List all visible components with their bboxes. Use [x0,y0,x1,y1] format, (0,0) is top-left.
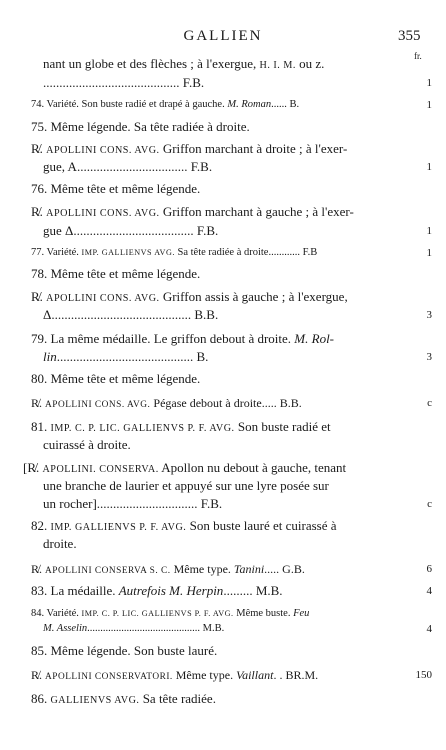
price-value: 3 [426,309,432,321]
price-value: 150 [415,669,432,681]
entry-text [31,118,250,136]
entry-text [31,265,200,283]
entry-line [0,418,446,436]
entry-continuation: Griffon marchant à droite ; à l'exer- [159,141,348,156]
entry-line [0,140,446,158]
coin-legend: APOLLINI CONS. AVG. [46,293,160,304]
price-value: 3 [426,351,432,363]
page-title: GALLIEN [183,28,263,44]
entry-continuation: F.B. [187,159,213,174]
entry-line [0,222,446,240]
entry-text [31,642,217,660]
price-value: 6 [426,563,432,575]
entry-body: 74. Variété. Son buste radié et drapé à gauche. [31,99,228,110]
entry-body: 86. [31,691,51,706]
entry-text [31,370,200,388]
entry-text [31,418,331,438]
entry-line [0,690,446,708]
entry-line [0,560,446,578]
coin-legend: IMP. GALLIENVS AVG. [81,248,175,257]
entry-body: R̸. [31,141,47,156]
entry-line [0,74,446,92]
entry-continuation: Même buste. [233,608,294,619]
entry-text [43,306,218,324]
entry-text [43,55,324,75]
collection-name: M. Rol- [294,331,335,346]
entry-continuation: F.B. [193,223,219,238]
coin-legend: APOLLINI CONSERVA S. C. [45,566,171,576]
entry-text [31,666,318,686]
entry-body: 77. Variété. [31,247,82,258]
entry-line [0,306,446,324]
coin-legend: APOLLINI CONS. AVG. [45,400,151,410]
entry-body: 82. [31,518,51,533]
price-value: 1 [426,77,432,89]
entry-text [43,477,329,495]
entry-text [23,459,346,479]
entry-text [31,582,283,600]
entry-line [0,265,446,283]
entry-continuation: ..... G.B. [264,562,305,576]
price-value: 4 [426,623,432,635]
entry-line [0,642,446,660]
entry-body: 80. Même tête et même légende. [31,371,201,386]
entry-line [0,158,446,176]
coin-legend: IMP. GALLIENVS P. F. AVG. [50,522,187,533]
price-value: 1 [426,225,432,237]
entry-text [31,96,299,114]
entry-body: gue Δ..................................... [43,223,194,238]
entry-text [43,620,224,638]
entry-continuation: Sa tête radiée à droite............ F.B [174,247,318,258]
entry-continuation: ...... B. [271,99,300,110]
entry-body: R̸. [31,668,46,682]
entry-text [31,288,348,308]
entry-body: gue, A.................................. [43,159,188,174]
coin-legend: GALLIENVS AVG. [50,695,140,706]
entry-text [43,222,218,240]
collection-name: lin [43,349,57,364]
coin-legend: APOLLINI CONSERVATORI. [45,672,173,682]
entry-text [43,348,208,366]
entry-continuation: B.B. [191,307,219,322]
entry-continuation: Son buste lauré et cuirassé à [186,518,337,533]
coin-legend: APOLLINI CONS. AVG. [46,145,160,156]
entry-text [31,560,305,580]
entry-body: [R̸. [23,460,43,475]
entry-body: .......................................... [43,75,180,90]
price-value: 4 [426,585,432,597]
entry-body: cuirassé à droite. [43,437,131,452]
entry-body: Δ........................................... [43,307,192,322]
entry-continuation: ......... M.B. [223,583,283,598]
collection-name: M. Roman [227,99,272,110]
coin-legend: IMP. C. P. LIC. GALLIENVS P. F. AVG. [50,423,235,434]
entry-continuation: Son buste radié et [234,419,331,434]
entry-text [31,330,334,348]
entry-body: 83. La médaille. [31,583,119,598]
entry-text [43,495,222,513]
entry-text [31,203,354,223]
entry-text [31,180,200,198]
entry-line [0,459,446,477]
entry-line [0,203,446,221]
entry-body: R̸. [31,289,47,304]
entry-body: 78. Même tête et même légende. [31,266,201,281]
coin-legend: IMP. C. P. LIC. GALLIENVS P. F. AVG. [81,609,234,618]
entry-continuation: F.B. [197,496,223,511]
entry-body: une branche de laurier et appuyé sur une lyre posée sur [43,478,329,493]
entry-body: 84. Variété. [31,608,82,619]
entry-continuation: Même type. [170,562,234,576]
entry-line [0,495,446,513]
entry-body: R̸. [31,562,46,576]
price-value: c [427,397,432,409]
entry-body: R̸. [31,204,47,219]
entry-line [0,288,446,306]
entry-line [0,517,446,535]
collection-name: Tanini [233,562,265,576]
page-number: 355 [398,28,421,44]
coin-legend: APOLLINI. CONSERVA. [42,464,159,475]
price-value: 1 [426,247,432,259]
entry-body: droite. [43,536,77,551]
column-label-fr: fr. [414,51,422,61]
entry-body: 75. Même légende. Sa tête radiée à droite. [31,119,250,134]
entry-line [0,436,446,454]
entry-body: 85. Même légende. Son buste lauré. [31,643,218,658]
price-value: 1 [426,161,432,173]
collection-name: Autrefois M. Herpin [118,583,224,598]
entry-text [43,535,77,553]
entry-continuation: . . BR.M. [273,668,319,682]
entry-line [0,394,446,412]
entry-body: nant un globe et des flèches ; à l'exergue, [43,56,260,71]
entry-text [43,436,131,454]
entry-line [0,477,446,495]
entry-line [0,620,446,638]
entry-continuation: Même type. [172,668,237,682]
entry-continuation: ou z. [295,56,325,71]
entry-text [31,140,347,160]
entry-line [0,582,446,600]
entry-continuation: .......................................... B. [56,349,209,364]
entry-body: 76. Même tête et même légende. [31,181,201,196]
entry-line [0,55,446,73]
entry-text [31,690,216,710]
price-value: c [427,498,432,510]
entry-text [43,158,212,176]
entry-body: 79. La même médaille. Le griffon debout à droite. [31,331,295,346]
entry-body: 81. [31,419,51,434]
collection-name: M. Asselin [43,623,88,634]
entry-line [0,330,446,348]
entry-continuation: F.B. [179,75,205,90]
entry-line [0,370,446,388]
price-value: 1 [426,99,432,111]
entry-line [0,118,446,136]
entry-line [0,535,446,553]
entry-text [31,244,317,262]
entry-body: un rocher]............................... [43,496,198,511]
entry-body: R̸. [31,396,46,410]
entry-continuation: Apollon nu debout à gauche, tenant [158,460,347,475]
collection-name: Vaillant [236,668,274,682]
entry-text [31,394,302,414]
entry-continuation: Sa tête radiée. [139,691,216,706]
entry-line [0,348,446,366]
entry-continuation: ........................................... M.B. [87,623,225,634]
entry-text [31,517,337,537]
coin-legend: APOLLINI CONS. AVG. [46,208,160,219]
entry-line [0,244,446,262]
entry-continuation: Pégase debout à droite..... B.B. [150,396,302,410]
entry-continuation: Griffon assis à gauche ; à l'exergue, [159,289,348,304]
collection-name: Feu [293,608,310,619]
entry-line [0,666,446,684]
entry-line [0,96,446,114]
entry-continuation: Griffon marchant à gauche ; à l'exer- [159,204,354,219]
coin-legend: H. I. M. [259,60,296,71]
entry-line [0,180,446,198]
entry-text [43,74,204,92]
